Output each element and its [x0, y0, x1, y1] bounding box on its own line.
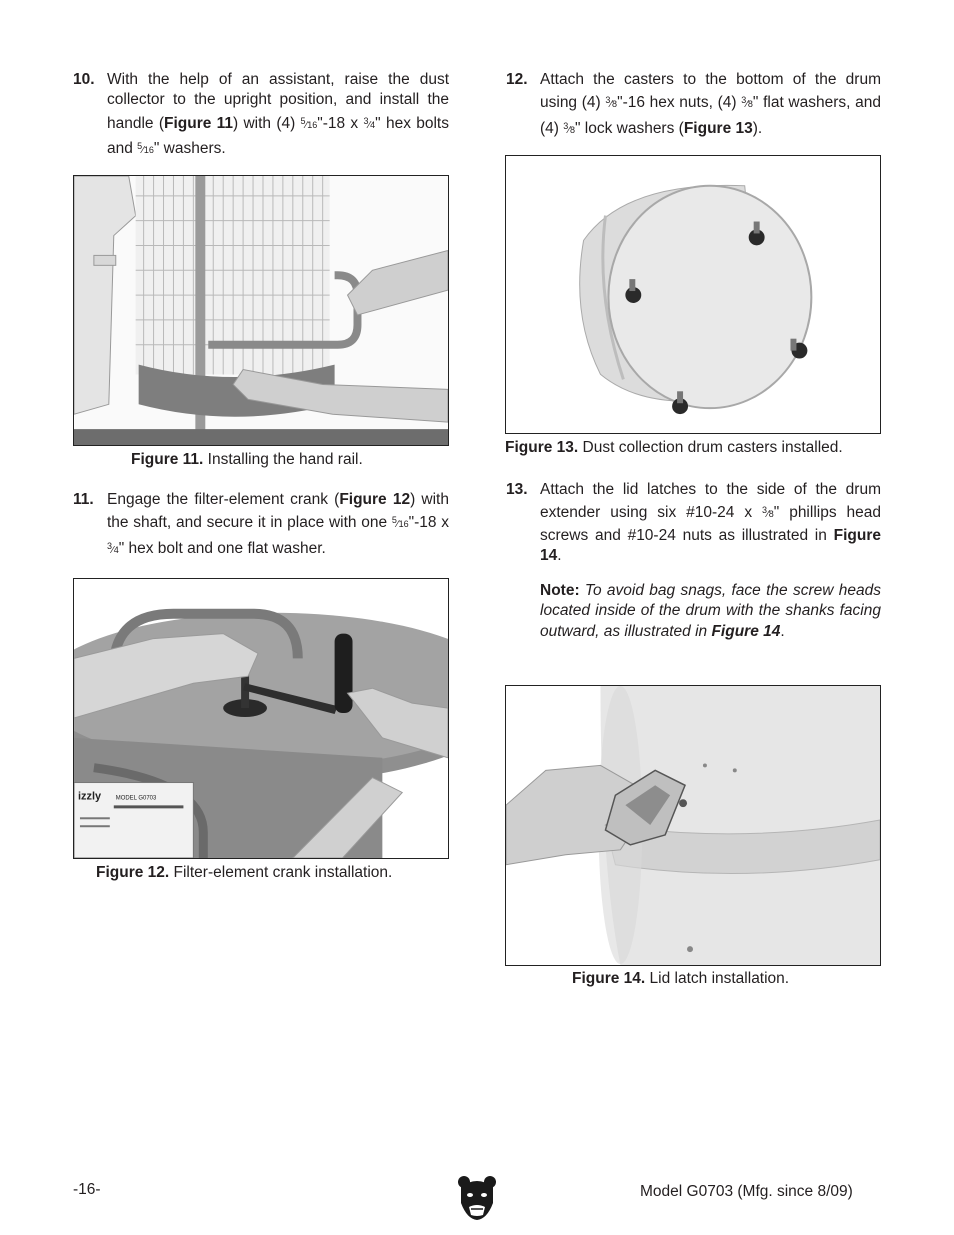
figure-13-caption: Figure 13. Dust collection drum casters installed.	[505, 439, 843, 456]
step-number: 12.	[506, 71, 528, 88]
figure-12-caption: Figure 12. Filter-element crank installation.	[96, 864, 393, 881]
step-number: 10.	[73, 71, 95, 88]
note-text: Note: To avoid bag snags, face the screw heads located inside of the drum with the shanks facing outward, as illustrated in Figure 14.	[540, 582, 881, 640]
step-text: Attach the lid latches to the side of the drum extender using six #10-24 x $^3$⁄8" phillips head screws and #10-24 nuts as illustrated in Figure 14.	[540, 481, 881, 564]
figure-12-photo	[73, 578, 449, 859]
figure-11-photo	[73, 175, 449, 446]
note-label: Note:	[540, 582, 580, 599]
step-number: 13.	[506, 481, 528, 498]
sticker-brand: izzly	[77, 790, 102, 803]
page-number: -16-	[73, 1181, 101, 1198]
figure-11-caption: Figure 11. Installing the hand rail.	[131, 451, 363, 468]
step-text: Attach the casters to the bottom of the drum using (4) $^3$⁄8"-16 hex nuts, (4) $^3$⁄8" flat washers, and (4) $^3$⁄8" lock washers (Figure 13).	[540, 71, 881, 137]
model-info: Model G0703 (Mfg. since 8/09)	[640, 1183, 853, 1200]
step-text: With the help of an assistant, raise the dust collector to the upright position, and install the handle (Figure 11) with (4) $^5$⁄16"-18 x $^3$⁄4" hex bolts and $^5$⁄16" washers.	[107, 71, 449, 157]
figure-14-caption: Figure 14. Lid latch installation.	[572, 970, 790, 987]
figure-13-photo	[505, 155, 881, 434]
grizzly-bear-head-icon	[457, 1175, 497, 1221]
step-number: 11.	[73, 491, 94, 508]
step-text: Engage the filter-element crank (Figure 12) with the shaft, and secure it in place with one $^5$⁄16"-18 x $^3$⁄4" hex bolt and one flat washer.	[107, 491, 449, 557]
figure-14-photo	[505, 685, 881, 966]
sticker-model: MODEL G0703	[115, 795, 157, 802]
